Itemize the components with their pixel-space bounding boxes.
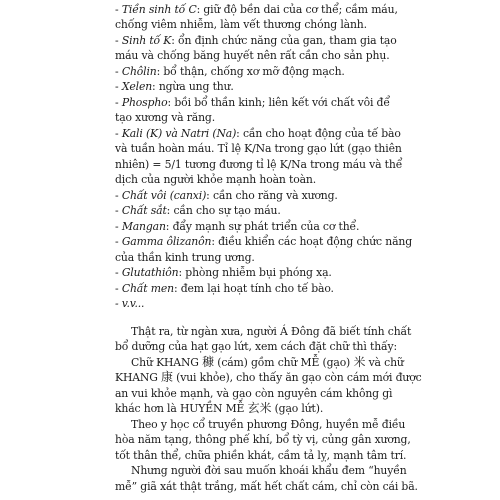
paragraph-text: an vui khỏe mạnh, và gạo còn nguyên cám không gì xyxy=(115,386,393,400)
han-character: 康 xyxy=(161,370,173,385)
term-selen: Xelen xyxy=(121,80,153,94)
list-item-gamma-oryzanol: - Gamma ôlizanôn: điều khiển các hoạt động chức năng xyxy=(115,235,412,249)
list-item-calcium: - Chất vôi (canxi): cần cho răng và xương. xyxy=(115,188,338,202)
han-character: 玄米 xyxy=(247,401,272,416)
han-character: 米 xyxy=(353,354,366,369)
paragraph-text: tốt thân thể, chữa phiền khát, cầm tả lỵ, mạnh tâm trí. xyxy=(115,448,407,462)
han-character: 穅 xyxy=(202,354,214,369)
list-item-continuation: và tuần hoàn máu. Tỉ lệ K/Na trong gạo lứt (gạo thiên xyxy=(115,142,402,156)
paragraph-text: mễ” giã xát thật trắng, mất hết chất cám, chỉ còn cái bã. xyxy=(115,479,418,493)
term-iron: Chất sắt xyxy=(121,204,167,218)
paragraph-text: khác hơn là HUYỀN MỄ xyxy=(115,402,248,416)
paragraph-text: (cám) gồm chữ MỄ (gạo) xyxy=(213,355,354,369)
term-enzyme: Chất men xyxy=(121,281,174,295)
term-kali-natri: Kali (K) và Natri (Na) xyxy=(121,126,237,140)
list-item-vitamin-k: - Sinh tố K: ổn định chức năng của gan, tham gia tạo xyxy=(115,33,397,47)
term-vitamin-c: Tiền sinh tố C xyxy=(121,3,197,16)
paragraph-text: (vui khỏe), cho thấy ăn gạo còn cám mới được xyxy=(172,371,422,385)
paragraph-line xyxy=(115,370,422,385)
list-item-continuation: nhiên) = 5/1 tương đương tỉ lệ K/Na trong máu và thể xyxy=(115,157,403,171)
paragraph-line xyxy=(115,479,418,494)
paragraph-line xyxy=(131,355,404,370)
term-vitamin-k: Sinh tố K xyxy=(121,33,172,47)
paragraph-line xyxy=(115,401,323,416)
paragraph-line: Thật ra, từ ngàn xưa, người Á Đông đã biết tính chất xyxy=(131,324,412,338)
paragraph-line xyxy=(115,448,406,463)
list-item-iron: - Chất sắt: cần cho sự tạo máu. xyxy=(115,204,281,218)
list-etc: - v.v... xyxy=(115,297,145,311)
paragraph-text: Chữ KHANG xyxy=(131,355,203,369)
paragraph-line xyxy=(131,417,405,432)
list-item-phospho: - Phospho: bồi bổ thần kinh; liên kết với chất vôi để xyxy=(115,95,390,109)
list-item-mangan: - Mangan: đẩy mạnh sự phát triển của cơ thể. xyxy=(115,219,360,233)
list-item-continuation: máu và chống băng huyết nên rất cần cho sản phụ. xyxy=(115,49,390,63)
list-item-selen: - Xelen: ngừa ung thư. xyxy=(115,80,234,94)
list-item-vitamin-c: - Tiền sinh tố C: giữ độ bền dai của cơ thể; cầm máu, xyxy=(115,3,398,16)
list-item-continuation: dịch của người khỏe mạnh hoàn toàn. xyxy=(115,173,316,187)
term-mangan: Mangan xyxy=(121,219,166,233)
paragraph-line xyxy=(115,386,392,401)
term-choline: Chôlin xyxy=(121,64,157,78)
list-item-kali-natri: - Kali (K) và Natri (Na): cần cho hoạt động của tế bào xyxy=(115,126,401,140)
paragraph-text: Nhưng người đời sau muốn khoái khẩu đem “huyền xyxy=(131,464,407,478)
paragraph-text: và chữ xyxy=(365,355,404,369)
term-gamma-oryzanol: Gamma ôlizanôn xyxy=(121,235,212,249)
paragraph-text: hòa năm tạng, thông phế khí, bổ tỳ vị, củng gân xương, xyxy=(115,433,411,447)
list-item-choline: - Chôlin: bổ thận, chống xơ mỡ động mạch. xyxy=(115,64,345,78)
paragraph-line: bổ dưỡng của hạt gạo lứt, xem cách đặt chữ thì thấy: xyxy=(115,340,397,354)
paragraph-line xyxy=(131,463,407,478)
list-item-enzyme: - Chất men: đem lại hoạt tính cho tế bào. xyxy=(115,281,334,295)
list-item-continuation: chống viêm nhiễm, làm vết thương chóng lành. xyxy=(115,18,367,32)
paragraph-text: Theo y học cổ truyền phương Đông, huyền mễ điều xyxy=(131,417,406,431)
list-item-glutathion: - Glutathiôn: phòng nhiễm bụi phóng xạ. xyxy=(115,266,332,280)
list-item-continuation: của thần kinh trung ương. xyxy=(115,250,255,264)
term-calcium: Chất vôi (canxi) xyxy=(121,188,207,202)
list-item-continuation: tạo xương và răng. xyxy=(115,111,216,125)
term-phospho: Phospho xyxy=(121,95,168,109)
paragraph-text: (gạo lứt). xyxy=(271,402,324,416)
paragraph-text: KHANG xyxy=(115,371,162,385)
term-glutathion: Glutathiôn xyxy=(121,266,179,280)
paragraph-line xyxy=(115,432,411,447)
